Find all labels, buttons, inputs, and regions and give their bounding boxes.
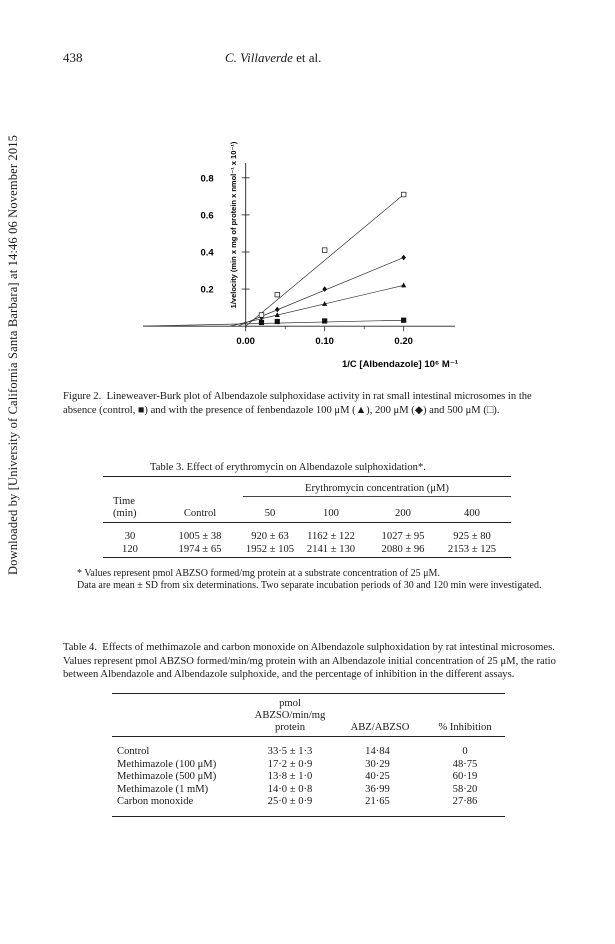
table-4-top-rule xyxy=(112,693,505,694)
table-4-treatment: Carbon monoxide xyxy=(117,796,194,807)
table-4-ratio: 30·29 xyxy=(365,758,390,770)
table-4-treatment: Methimazole (1 mM) xyxy=(117,783,209,795)
table-4-body xyxy=(117,746,507,809)
series-line xyxy=(246,195,404,327)
table-4-inhibition: 58·20 xyxy=(452,783,478,795)
data-point-500 xyxy=(401,192,406,197)
table-4-ratio: 14·84 xyxy=(365,746,390,757)
table-4-treatment: Control xyxy=(117,746,150,757)
data-point-control xyxy=(275,319,280,324)
table-3-bottom-rule xyxy=(103,557,511,558)
table-4-rate: 13·8 ± 1·0 xyxy=(267,771,313,782)
y-tick-label: 0.8 xyxy=(200,173,214,185)
data-point-control xyxy=(322,318,327,323)
data-point-control xyxy=(401,318,406,323)
table-4-grid xyxy=(117,746,505,809)
table-row xyxy=(117,771,505,784)
table-3-conc-200: 200 xyxy=(395,508,411,519)
running-head-author: C. Villaverde xyxy=(225,50,293,65)
table-4-ratio: 36·99 xyxy=(365,783,390,795)
table-4-caption xyxy=(63,641,557,682)
x-tick-label: 0.20 xyxy=(394,336,413,348)
table-4-inhibition: 0 xyxy=(462,746,468,757)
table-3-group-rule xyxy=(243,496,511,497)
y-tick-label: 0.6 xyxy=(200,210,214,222)
x-tick-label: 0.10 xyxy=(315,336,334,348)
figure-2-label: Figure 2. xyxy=(63,391,102,402)
table-3-conc-50: 50 xyxy=(264,508,276,519)
table-3-header-rule xyxy=(103,522,511,523)
series-line xyxy=(230,285,404,326)
table-3-cell: 1162 ± 122 xyxy=(307,531,355,542)
data-point-200 xyxy=(401,255,406,261)
running-head-etal: et al. xyxy=(292,50,322,65)
table-3-title: Table 3. Effect of erythromycin on Albendazole sulphoxidation*. xyxy=(150,462,426,473)
table-4-col2-header: ABZ/ABZSO xyxy=(350,722,410,733)
table-4-col3-header: % Inhibition xyxy=(438,722,492,733)
figure-2-caption-text: Lineweaver-Burk plot of Albendazole sulphoxidase activity in rat small intestinal microsomes in the absence (control, ■) and with the presence of fenbendazole 100 μM (▲), 200 μM (◆) and 500 μM (□). xyxy=(63,391,532,416)
table-4-treatment: Methimazole (500 μM) xyxy=(117,771,217,782)
table-4-rate: 17·2 ± 0·9 xyxy=(267,758,313,770)
series-line xyxy=(143,320,404,326)
table-4-bottom-rule xyxy=(112,816,505,817)
x-tick-label: 0.00 xyxy=(236,336,255,348)
table-3-row-time: 30 xyxy=(124,531,136,542)
chart-lines xyxy=(143,195,404,327)
table-4-ratio: 21·65 xyxy=(365,796,390,807)
download-watermark-text: Downloaded by [University of California Santa Barbara] at 14:46 06 November 2015 xyxy=(6,134,20,575)
data-point-500 xyxy=(259,313,264,318)
table-3-footnote-1: * Values represent pmol ABZSO formed/mg protein at a substrate concentration of 25 μM. xyxy=(77,568,440,579)
table-row xyxy=(117,784,505,797)
figure-2-caption xyxy=(63,390,555,417)
table-4-rate: 25·0 ± 0·9 xyxy=(267,796,313,807)
chart-x-axis-label: 1/C [Albendazole] 10⁶ M⁻¹ xyxy=(341,359,459,370)
data-point-500 xyxy=(322,248,327,253)
data-point-500 xyxy=(275,292,280,297)
table-3-cell: 1027 ± 95 xyxy=(381,531,425,542)
table-3-group-header: Erythromycin concentration (μM) xyxy=(305,483,449,494)
table-row xyxy=(117,759,505,772)
table-4-rate: 33·5 ± 1·3 xyxy=(267,746,313,757)
table-row xyxy=(117,746,505,759)
lineweaver-burk-chart xyxy=(0,0,615,380)
table-3-cell: 2153 ± 125 xyxy=(447,544,497,555)
table-4-caption-text: Effects of methimazole and carbon monoxide on Albendazole sulphoxidation by rat intestinal microsomes. Values represent pmol ABZSO formed/min/mg protein with an Albendazole initial concentration of 25 μM, the ratio between Albendazole and Albendazole sulphoxide, and the percentage of inhibition in the different assays. xyxy=(63,642,556,680)
table-4-col1-line2: ABZSO/min/mg xyxy=(254,710,326,721)
table-3-cell: 1005 ± 38 xyxy=(178,531,222,542)
table-3-footnote-2: Data are mean ± SD from six determinations. Two separate incubation periods of 30 and 120 min were investigated. xyxy=(77,580,542,591)
table-3-time-label: Time xyxy=(113,496,135,507)
table-row xyxy=(117,796,505,809)
table-4-col1-line3: protein xyxy=(274,722,305,733)
chart-markers xyxy=(259,192,406,325)
table-3-time-unit: (min) xyxy=(113,508,137,519)
y-tick-label: 0.2 xyxy=(200,284,214,296)
table-4-inhibition: 48·75 xyxy=(452,758,478,770)
chart-axes xyxy=(143,163,455,328)
page-number: 438 xyxy=(63,50,83,65)
table-4-ratio: 40·25 xyxy=(365,771,390,782)
table-3-cell: 2080 ± 96 xyxy=(381,544,425,555)
table-3-conc-100: 100 xyxy=(323,508,339,519)
table-4-label: Table 4. xyxy=(63,642,97,653)
table-3-cell: 925 ± 80 xyxy=(453,531,491,542)
table-4-inhibition: 27·86 xyxy=(452,796,478,807)
table-3-top-rule xyxy=(103,476,511,477)
table-4-col1-line1: pmol xyxy=(279,698,301,709)
table-3-control-header: Control xyxy=(183,508,217,519)
table-3-row-time: 120 xyxy=(122,544,138,555)
table-4-header-rule xyxy=(112,736,505,737)
table-4-inhibition: 60·19 xyxy=(452,771,478,782)
table-3-conc-400: 400 xyxy=(464,508,480,519)
table-4-rate: 14·0 ± 0·8 xyxy=(267,783,313,795)
table-3-cell: 2141 ± 130 xyxy=(306,544,356,555)
table-3-cell: 1952 ± 105 xyxy=(245,544,295,555)
chart-y-axis-label: 1/velocity (min x mg of protein x nmol⁻¹ x 10⁻¹) xyxy=(229,141,238,309)
data-point-200 xyxy=(275,307,280,313)
table-3-cell: 920 ± 63 xyxy=(251,531,289,542)
table-3-cell: 1974 ± 65 xyxy=(178,544,222,555)
y-tick-label: 0.4 xyxy=(200,247,214,259)
table-4-treatment: Methimazole (100 μM) xyxy=(117,758,217,770)
data-point-100 xyxy=(401,283,406,288)
